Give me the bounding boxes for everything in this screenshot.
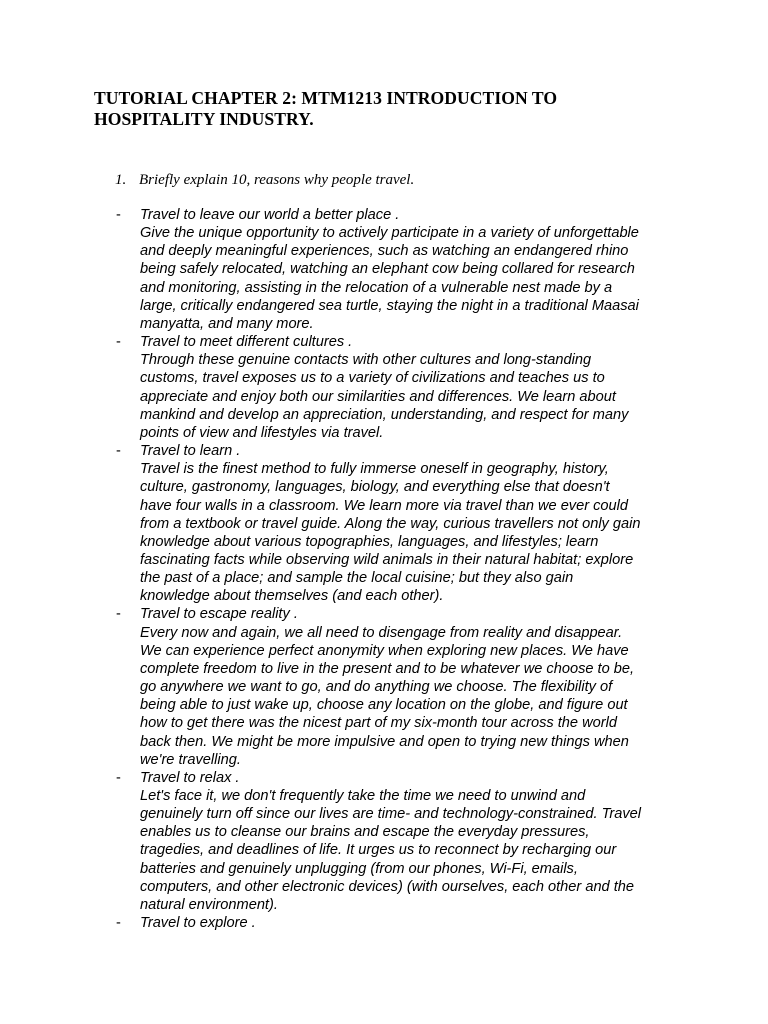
reason-item (0, 206, 768, 333)
reason-heading: Travel to relax . (140, 769, 240, 786)
reason-body-line: culture, gastronomy, languages, biology, and everything else that doesn't (140, 479, 610, 496)
reason-body-line: computers, and other electronic devices) (with ourselves, each other and the (140, 878, 635, 895)
reason-body-line: genuinely turn off since our lives are time- and technology-constrained. Travel (140, 806, 642, 823)
reasons-list (0, 206, 768, 932)
reason-body-line: being able to just wake up, choose any location on the globe, and figure out (140, 697, 628, 714)
reason-item (0, 914, 768, 932)
reason-heading: Travel to explore . (140, 915, 256, 932)
reason-item (0, 769, 768, 914)
reason-body-line: knowledge about various topographies, languages, and lifestyles; learn (140, 533, 599, 550)
reason-body-line: mankind and develop an appreciation, understanding, and respect for many (140, 406, 629, 423)
question-text: Briefly explain 10, reasons why people travel. (139, 172, 415, 188)
reason-body-line: manyatta, and many more. (140, 315, 314, 332)
question-1 (115, 171, 414, 189)
reason-item (0, 442, 768, 605)
reason-body-line: from a textbook or travel guide. Along the way, curious travellers not only gain (140, 515, 641, 532)
reason-body-line: complete freedom to live in the present and to be whatever we choose to be, (140, 660, 635, 677)
reason-body-line: fascinating facts while observing wild animals in their natural habitat; explore (140, 551, 634, 568)
bullet-dash: - (116, 334, 121, 351)
reason-body-line: back then. We might be more impulsive and open to trying new things when (140, 733, 629, 750)
reason-body-line: how to get there was the nicest part of my six-month tour across the world (140, 715, 617, 732)
reason-body-line: go anywhere we want to go, and do anything we choose. The flexibility of (140, 679, 613, 696)
reason-body-line: Give the unique opportunity to actively participate in a variety of unforgettable (140, 225, 639, 242)
reason-item (0, 605, 768, 768)
bullet-dash: - (116, 207, 121, 223)
document-title (94, 88, 694, 130)
bullet-dash: - (116, 769, 121, 786)
bullet-dash: - (116, 443, 121, 460)
reason-body-line: We can experience perfect anonymity when exploring new places. We have (140, 642, 629, 659)
reason-body-line: Through these genuine contacts with other cultures and long-standing (140, 352, 592, 369)
reason-body-line: have four walls in a classroom. We learn more via travel than we ever could (140, 497, 629, 514)
reason-body-line: Every now and again, we all need to disengage from reality and disappear. (140, 624, 623, 641)
bullet-dash: - (116, 915, 121, 932)
reason-heading: Travel to escape reality . (140, 606, 298, 623)
reason-body-line: enables us to cleanse our brains and escape the everyday pressures, (140, 824, 590, 841)
reason-body-line: being safely relocated, watching an elephant cow being collared for research (140, 261, 635, 278)
reason-body-line: batteries and genuinely unplugging (from our phones, Wi-Fi, emails, (140, 860, 578, 877)
reason-body-line: Let's face it, we don't frequently take the time we need to unwind and (140, 788, 586, 804)
reason-heading: Travel to meet different cultures . (140, 334, 353, 351)
reason-item (0, 333, 768, 442)
reason-body-line: and deeply meaningful experiences, such as watching an endangered rhino (140, 243, 629, 260)
reason-heading: Travel to learn . (140, 443, 241, 460)
reason-body-line: tragedies, and deadlines of life. It urges us to reconnect by recharging our (140, 842, 617, 859)
reason-body-line: Travel is the finest method to fully immerse oneself in geography, history, (140, 461, 609, 478)
title-line: HOSPITALITY INDUSTRY. (94, 109, 314, 129)
title-line: TUTORIAL CHAPTER 2: MTM1213 INTRODUCTION TO (94, 88, 558, 108)
reason-body-line: and monitoring, assisting in the relocation of a vulnerable nest made by a (140, 279, 613, 296)
reason-heading: Travel to leave our world a better place . (140, 207, 400, 223)
reason-body-line: appreciate and enjoy both our similarities and differences. We learn about (140, 388, 616, 405)
reason-body-line: we're travelling. (140, 751, 241, 768)
reason-body-line: knowledge about themselves (and each other). (140, 588, 444, 605)
reason-body-line: large, critically endangered sea turtle, staying the night in a traditional Maasai (140, 297, 639, 314)
bullet-dash: - (116, 606, 121, 623)
reason-body-line: the past of a place; and sample the local cuisine; but they also gain (140, 570, 574, 587)
reason-body-line: natural environment). (140, 896, 278, 913)
reason-body-line: customs, travel exposes us to a variety of civilizations and teaches us to (140, 370, 605, 387)
reason-body-line: points of view and lifestyles via travel. (140, 424, 384, 441)
question-number: 1. (115, 172, 127, 188)
